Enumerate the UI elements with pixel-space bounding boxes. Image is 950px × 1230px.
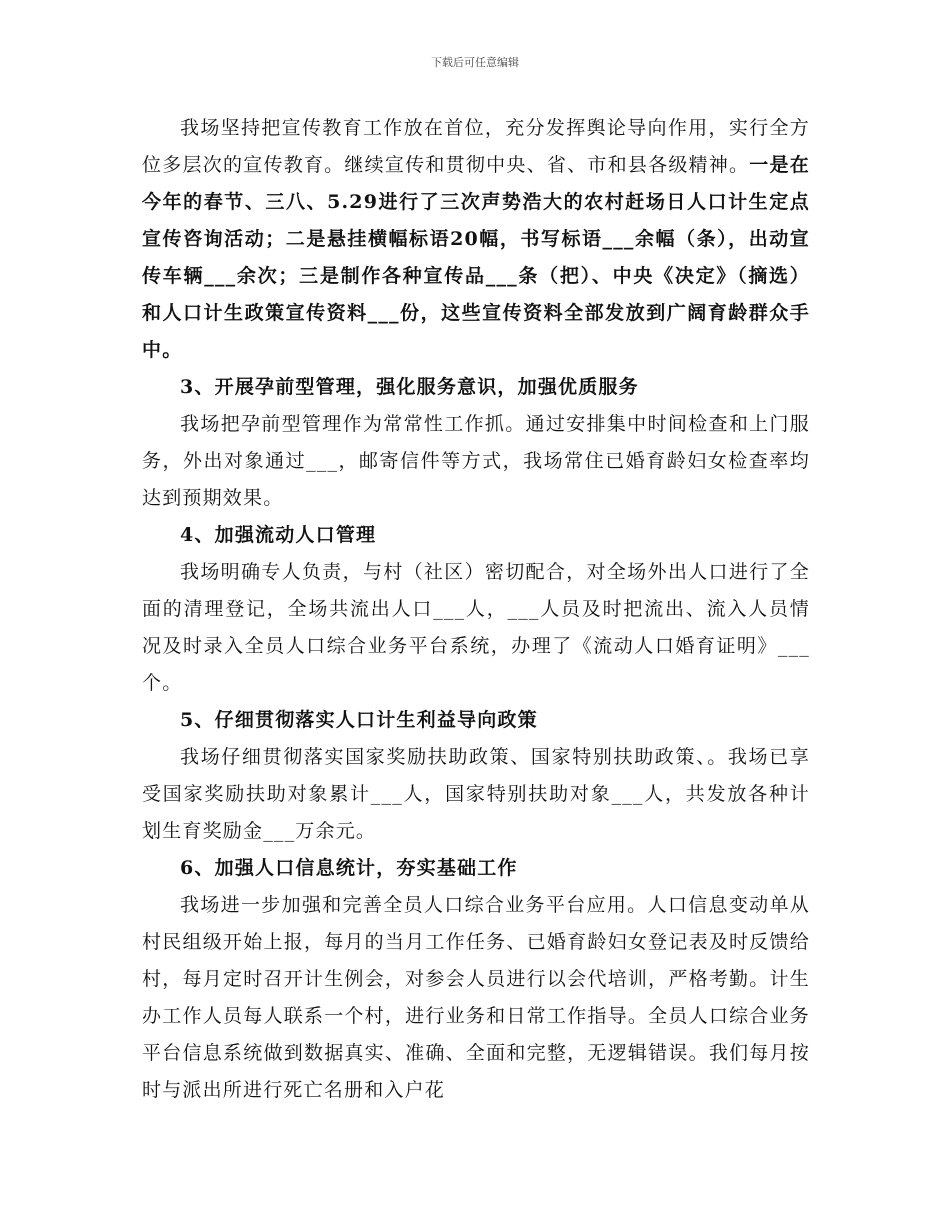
paragraph-publicity xyxy=(142,110,810,369)
paragraph-prepregnancy-management: 我场把孕前型管理作为常常性工作抓。通过安排集中时间检查和上门服务，外出对象通过___，邮寄信件等方式，我场常住已婚育龄妇女检查率均达到预期效果。 xyxy=(142,413,810,509)
page-header: 下载后可任意编辑 xyxy=(431,56,519,69)
paragraph-incentive-policy: 我场仔细贯彻落实国家奖励扶助政策、国家特别扶助政策、。我场已享受国家奖励扶助对象累计___人，国家特别扶助对象___人，共发放各种计划生育奖励金___万余元。 xyxy=(142,746,810,842)
section-heading-5: 5、仔细贯彻落实人口计生利益导向政策 xyxy=(180,709,538,731)
paragraph-population-statistics: 我场进一步加强和完善全员人口综合业务平台应用。人口信息变动单从村民组级开始上报，每月的当月工作任务、已婚育龄妇女登记表及时反馈给村，每月定时召开计生例会，对参会人员进行以会代培训，严格考勤。计生办工作人员每人联系一个村，进行业务和日常工作指导。全员人口综合业务平台信息系统做到数据真实、准确、全面和完整，无逻辑错误。我们每月按时与派出所进行死亡名册和入户花 xyxy=(142,894,810,1101)
paragraph-floating-population: 我场明确专人负责，与村（社区）密切配合，对全场外出人口进行了全面的清理登记，全场共流出人口___人，___人员及时把流出、流入人员情况及时录入全员人口综合业务平台系统，办理了《流动人口婚育证明》___个。 xyxy=(142,561,810,694)
section-heading-6: 6、加强人口信息统计，夯实基础工作 xyxy=(180,857,518,879)
section-heading-4: 4、加强流动人口管理 xyxy=(180,524,377,546)
document-body xyxy=(142,110,810,1109)
paragraph-publicity-details: 一是在今年的春节、三八、5.29进行了三次声势浩大的农村赶场日人口计生定点宣传咨询活动；二是悬挂横幅标语20幅，书写标语___余幅（条），出动宣传车辆___余次；三是制作各种宣传品___条（把）、中央《决定》（摘选）和人口计生政策宣传资料___份，这些宣传资料全部发放到广阔育龄群众手中。 xyxy=(142,154,810,361)
section-heading-3: 3、开展孕前型管理，强化服务意识，加强优质服务 xyxy=(180,376,639,398)
paragraph-publicity-intro: 我场坚持把宣传教育工作放在首位，充分发挥舆论导向作用，实行全方位多层次的宣传教育。继续宣传和贯彻中央、省、市和县各级精神。 xyxy=(142,117,810,176)
